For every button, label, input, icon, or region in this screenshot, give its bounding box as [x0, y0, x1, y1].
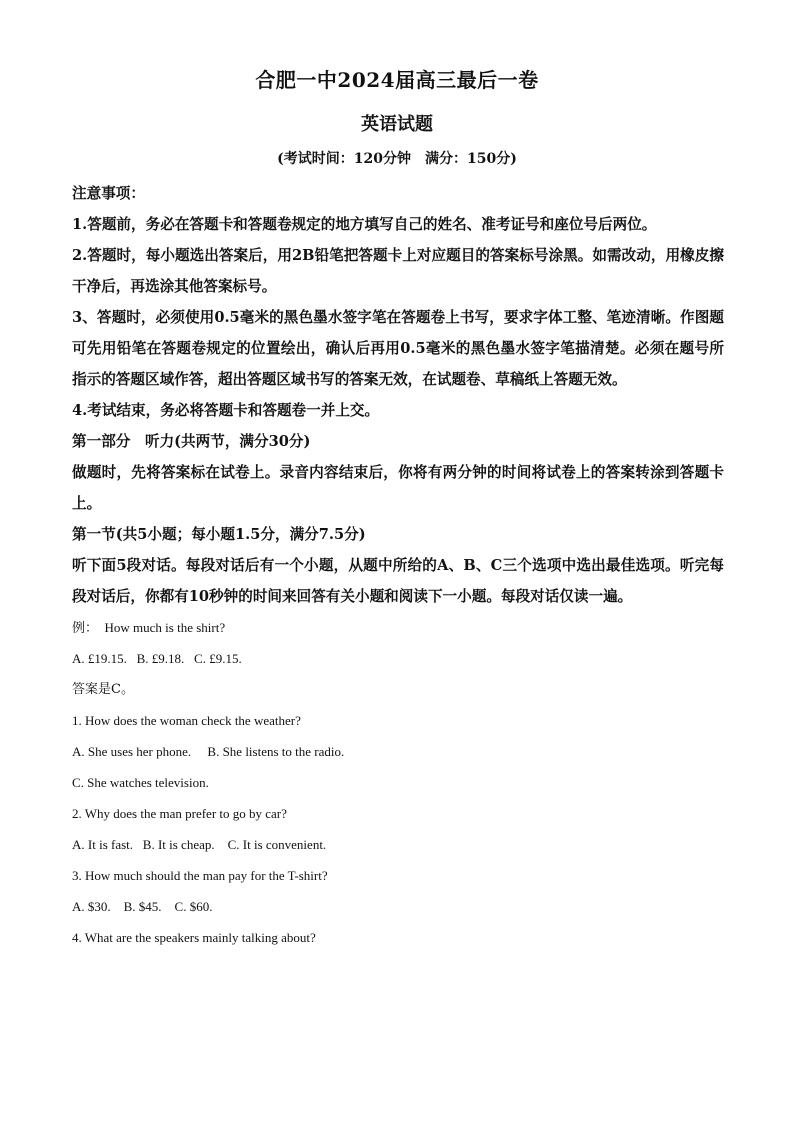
exam-title: 合肥一中2024届高三最后一卷	[255, 68, 539, 92]
question-1-stem: 1. How does the woman check the weather?	[72, 713, 301, 728]
exam-subject: 英语试题	[361, 114, 433, 135]
notice-item-2: 2.答题时，每小题选出答案后，用2B铅笔把答题卡上对应题目的答案标号涂黑。如需改动，用橡皮擦干净后，再选涂其他答案标号。	[72, 247, 724, 295]
question-3-stem: 3. How much should the man pay for the T-shirt?	[72, 868, 328, 883]
example-question: 例： How much is the shirt?	[72, 620, 226, 635]
example-answer: 答案是C。	[72, 682, 134, 697]
question-1-options-a-b: A. She uses her phone. B. She listens to the radio.	[72, 744, 345, 759]
notice-item-1: 1.答题前，务必在答题卡和答题卷规定的地方填写自己的姓名、准考证号和座位号后两位。	[72, 216, 657, 233]
question-2-options: A. It is fast. B. It is cheap. C. It is convenient.	[72, 837, 327, 852]
exam-content	[72, 178, 724, 953]
part1-heading: 第一部分 听力(共两节，满分30分)	[72, 433, 311, 450]
section1-heading: 第一节(共5小题；每小题1.5分，满分7.5分)	[72, 526, 366, 543]
example-options: A. £19.15. B. £9.18. C. £9.15.	[72, 651, 242, 666]
exam-time-info: (考试时间：120分钟 满分：150分)	[277, 151, 517, 167]
notice-item-3: 3、答题时，必须使用0.5毫米的黑色墨水签字笔在答题卷上书写，要求字体工整、笔迹清晰。作图题可先用铅笔在答题卷规定的位置绘出，确认后再用0.5毫米的黑色墨水签字笔描清楚。必须在题号所指示的答题区域作答，超出答题区域书写的答案无效，在试题卷、草稿纸上答题无效。	[72, 309, 724, 388]
question-3-options: A. $30. B. $45. C. $60.	[72, 899, 213, 914]
question-1-option-c: C. She watches television.	[72, 775, 209, 790]
part1-instruction: 做题时，先将答案标在试卷上。录音内容结束后，你将有两分钟的时间将试卷上的答案转涂到答题卡上。	[72, 464, 724, 512]
section1-instruction: 听下面5段对话。每段对话后有一个小题，从题中所给的A、B、C三个选项中选出最佳选项。听完每段对话后，你都有10秒钟的时间来回答有关小题和阅读下一小题。每段对话仅读一遍。	[72, 557, 724, 605]
question-4-stem: 4. What are the speakers mainly talking about?	[72, 930, 316, 945]
notice-heading: 注意事项：	[72, 185, 145, 202]
notice-item-4: 4.考试结束，务必将答题卡和答题卷一并上交。	[72, 402, 380, 419]
question-2-stem: 2. Why does the man prefer to go by car?	[72, 806, 287, 821]
